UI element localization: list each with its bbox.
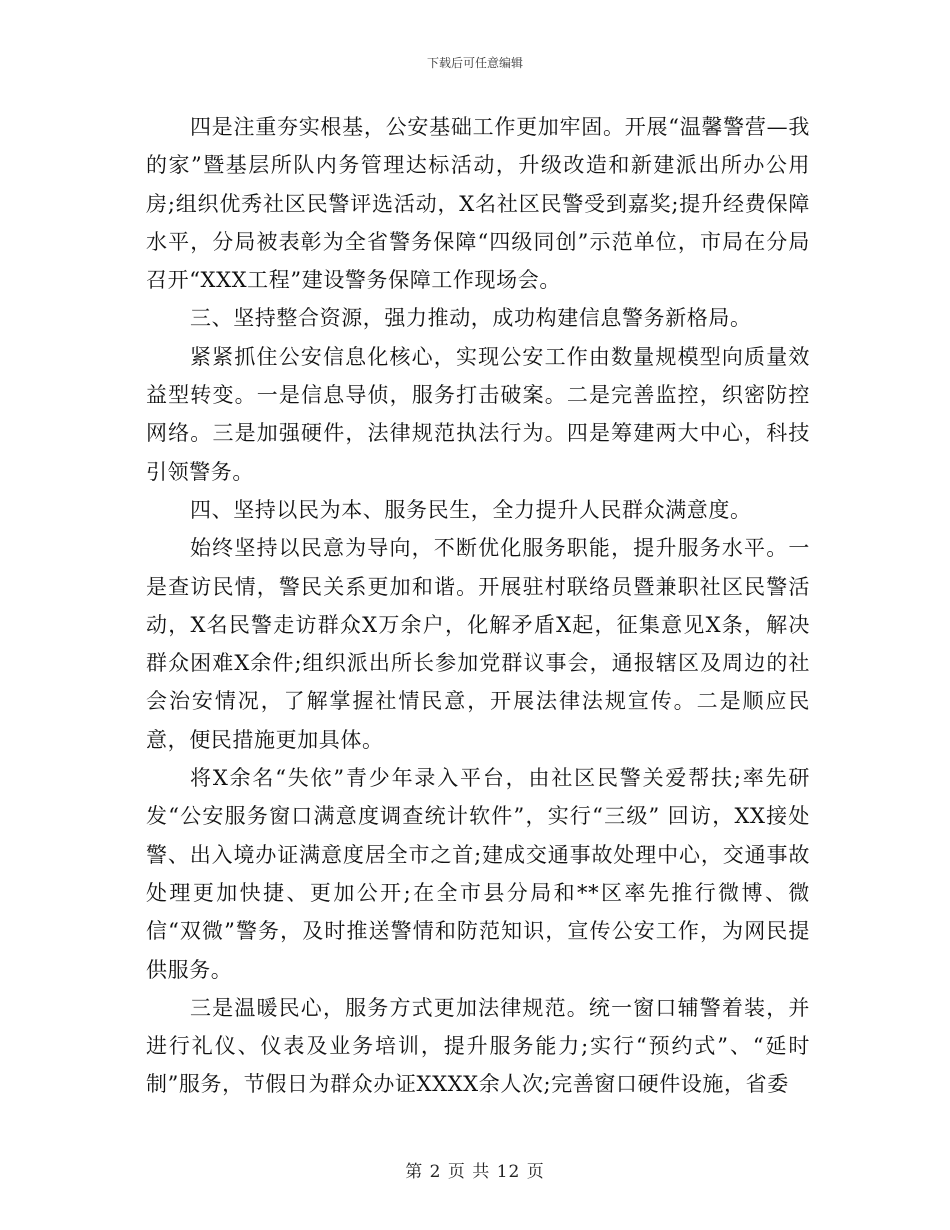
- document-body: [146, 108, 810, 1104]
- paragraph-public-opinion: 始终坚持以民意为导向，不断优化服务职能，提升服务水平。一是查访民情，警民关系更加和谐。开展驻村联络员暨兼职社区民警活动，X名民警走访群众X万余户，化解矛盾X起，征集意见X条，解决群众困难X余件;组织派出所长参加党群议事会，通报辖区及周边的社会治安情况，了解掌握社情民意，开展法律法规宣传。二是顺应民意，便民措施更加具体。: [146, 536, 810, 752]
- paragraph-convenience-measures: 将X余名“失依”青少年录入平台，由社区民警关爱帮扶;率先研发“公安服务窗口满意度调查统计软件”，实行“三级” 回访，XX接处警、出入境办证满意度居全市之首;建成交通事故处理中心，交通事故处理更加快捷、更加公开;在全市县分局和**区率先推行微博、微信“双微”警务，及时推送警情和防范知识，宣传公安工作，为网民提供服务。: [146, 766, 810, 982]
- paragraph-service-standards: 三是温暖民心，服务方式更加法律规范。统一窗口辅警着装，并进行礼仪、仪表及业务培训，提升服务能力;实行“预约式”、“延时制”服务，节假日为群众办证XXXX余人次;完善窗口硬件设施，省委: [146, 995, 810, 1097]
- paragraph-informatization: 紧紧抓住公安信息化核心，实现公安工作由数量规模型向质量效益型转变。一是信息导侦，服务打击破案。二是完善监控，织密防控网络。三是加强硬件，法律规范执法行为。四是筹建两大中心，科技引领警务。: [146, 344, 810, 484]
- page-number: 第 2 页 共 12 页: [405, 1162, 545, 1182]
- paragraph-foundation-work: 四是注重夯实根基，公安基础工作更加牢固。开展“温馨警营—我的家”暨基层所队内务管理达标活动，升级改造和新建派出所办公用房;组织优秀社区民警评选活动，X名社区民警受到嘉奖;提升经费保障水平，分局被表彰为全省警务保障“四级同创”示范单位，市局在分局召开“XXX工程”建设警务保障工作现场会。: [146, 115, 810, 293]
- section-heading-3: 三、坚持整合资源，强力推动，成功构建信息警务新格局。: [190, 306, 752, 331]
- section-heading-4: 四、坚持以民为本、服务民生，全力提升人民群众满意度。: [190, 497, 752, 522]
- page-header-note: 下载后可任意编辑: [426, 56, 523, 70]
